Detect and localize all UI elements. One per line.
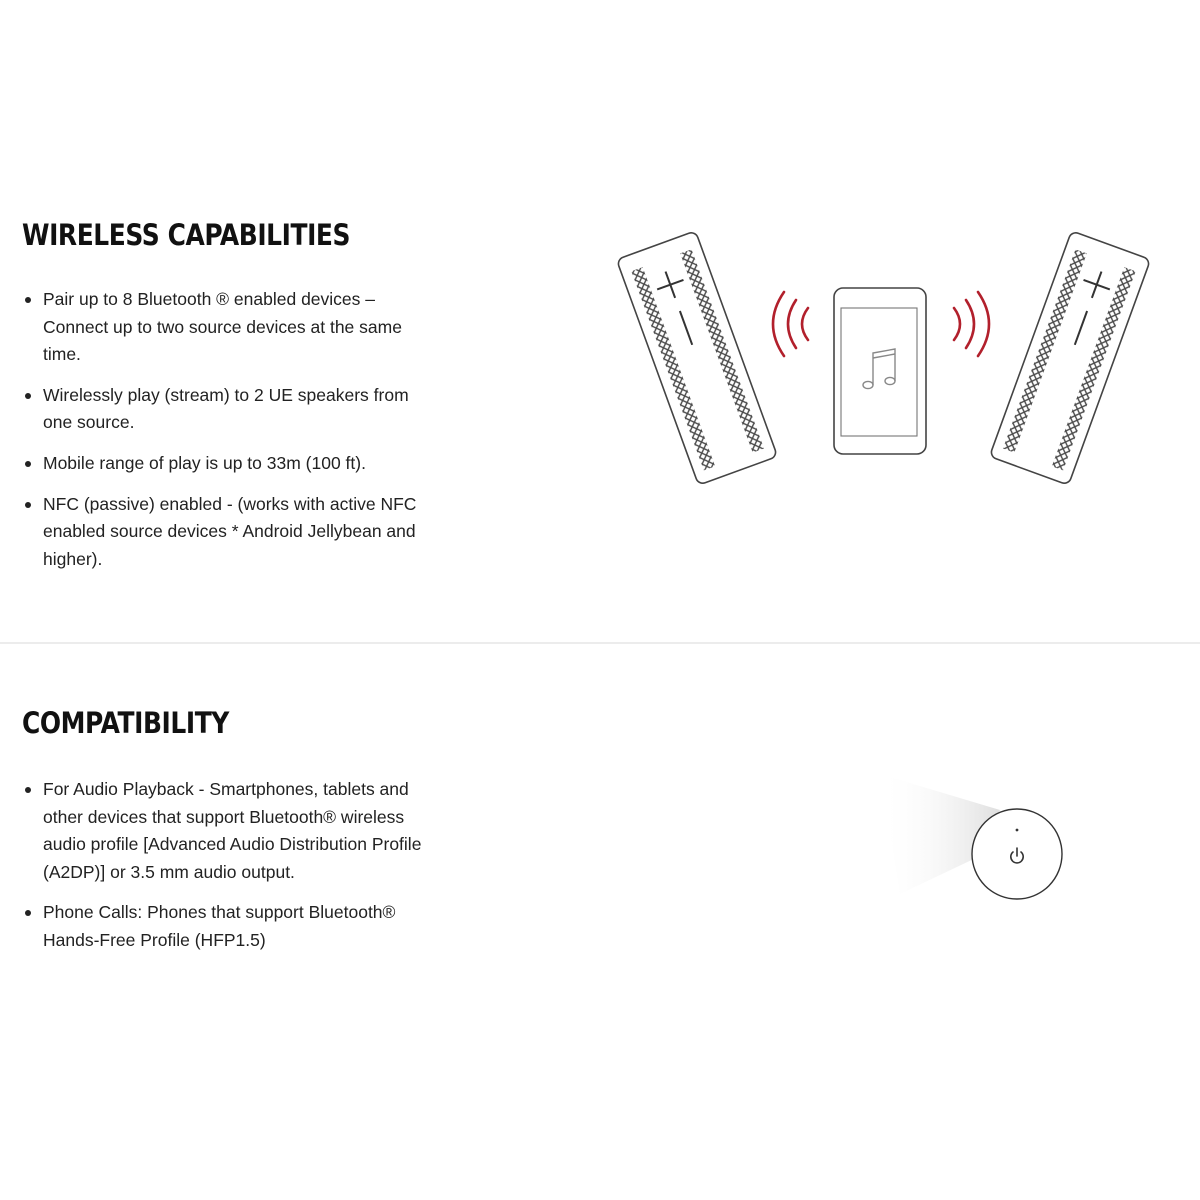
compatibility-list: [22, 776, 422, 968]
list-item: Phone Calls: Phones that support Bluetooth® Hands-Free Profile (HFP1.5): [22, 899, 422, 954]
feature-list: [22, 286, 422, 586]
list-item: Pair up to 8 Bluetooth ® enabled devices – Connect up to two source devices at the same time.: [22, 286, 422, 369]
smartphone-icon: [834, 288, 926, 454]
compatibility-section: [0, 644, 1200, 1200]
section-title: WIRELESS CAPABILITIES: [22, 218, 351, 252]
power-illustration: [860, 764, 1080, 924]
section-title: COMPATIBILITY: [22, 706, 229, 740]
bluetooth-wave-icon: [954, 292, 989, 356]
list-item: For Audio Playback - Smartphones, tablets and other devices that support Bluetooth® wireless audio profile [Advanced Audio Distribution Profile (A2DP)] or 3.5 mm audio output.: [22, 776, 422, 886]
list-item: NFC (passive) enabled - (works with active NFC enabled source devices * Android Jellybean and higher).: [22, 491, 422, 574]
wireless-illustration: [600, 220, 1160, 500]
list-item: Mobile range of play is up to 33m (100 ft).: [22, 450, 422, 478]
list-item: Wirelessly play (stream) to 2 UE speakers from one source.: [22, 382, 422, 437]
speaker-icon: [989, 231, 1150, 485]
bluetooth-wave-icon: [773, 292, 808, 356]
speaker-icon: [616, 231, 777, 485]
